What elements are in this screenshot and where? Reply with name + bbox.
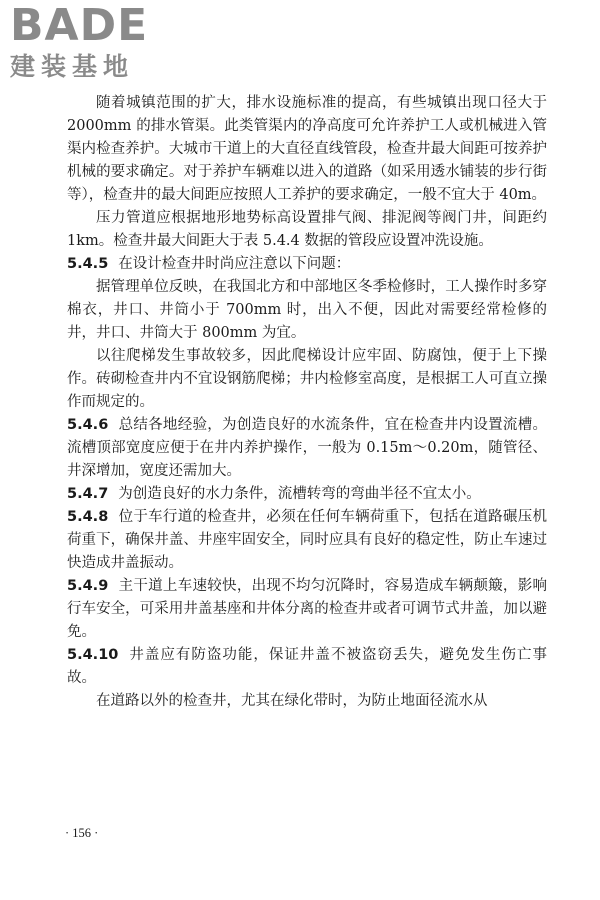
logo-title: BADE (10, 0, 149, 51)
paragraph: 据管理单位反映，在我国北方和中部地区冬季检修时，工人操作时多穿棉衣，井口、井筒小于 700mm 时，出入不便，因此对需要经常检修的井，井口、井筒大于 800mm 为宜。 (67, 279, 547, 341)
section-text: 为创造良好的水力条件，流槽转弯的弯曲半径不宜太小。 (118, 486, 481, 502)
bade-logo (10, 0, 180, 88)
section-5-4-10 (67, 644, 547, 690)
section-text: 在设计检查井时尚应注意以下问题： (118, 256, 351, 272)
section-number: 5.4.8 (67, 509, 109, 525)
section-text: 位于车行道的检查井，必须在任何车辆荷重下，包括在道路碾压机荷重下，确保井盖、井座牢固安全，同时应具有良好的稳定性，防止车速过快造成井盖振动。 (67, 509, 547, 571)
logo-subtitle: 建装基地 (10, 52, 135, 81)
paragraph: 随着城镇范围的扩大，排水设施标准的提高，有些城镇出现口径大于 2000mm 的排水管渠。此类管渠内的净高度可允许养护工人或机械进入管渠内检查养护。大城市干道上的大直径直线管段，检查井最大间距可按养护机械的要求确定。对于养护车辆难以进入的道路（如采用透水铺装的步行街等），检查井的最大间距应按照人工养护的要求确定，一般不宜大于 40m。 (67, 95, 547, 203)
paragraph: 在道路以外的检查井，尤其在绿化带时，为防止地面径流水从 (96, 693, 488, 709)
section-text: 主干道上车速较快，出现不均匀沉降时，容易造成车辆颠簸，影响行车安全，可采用井盖基座和井体分离的检查井或者可调节式井盖，加以避免。 (67, 578, 547, 640)
section-5-4-7 (67, 483, 547, 506)
section-number: 5.4.5 (67, 256, 109, 272)
section-5-4-9 (67, 575, 547, 644)
paragraph: 以往爬梯发生事故较多，因此爬梯设计应牢固、防腐蚀，便于上下操作。砖砌检查井内不宜设钢筋爬梯；井内检修室高度，是根据工人可直立操作而规定的。 (67, 348, 547, 410)
section-5-4-6 (67, 414, 547, 483)
page-number: · 156 · (65, 826, 99, 840)
section-number: 5.4.6 (67, 417, 109, 433)
section-number: 5.4.7 (67, 486, 109, 502)
section-number: 5.4.10 (67, 647, 119, 663)
section-5-4-8 (67, 506, 547, 575)
paragraph: 压力管道应根据地形地势标高设置排气阀、排泥阀等阀门井，间距约 1km。检查井最大间距大于表 5.4.4 数据的管段应设置冲洗设施。 (67, 210, 547, 249)
section-5-4-5 (67, 253, 547, 276)
section-text: 总结各地经验，为创造良好的水流条件，宜在检查井内设置流槽。流槽顶部宽度应便于在井内养护操作，一般为 0.15m～0.20m，随管径、井深增加，宽度还需加大。 (67, 417, 547, 479)
page-content (67, 92, 547, 713)
section-number: 5.4.9 (67, 578, 109, 594)
section-text: 井盖应有防盗功能，保证井盖不被盗窃丢失，避免发生伤亡事故。 (67, 647, 547, 686)
